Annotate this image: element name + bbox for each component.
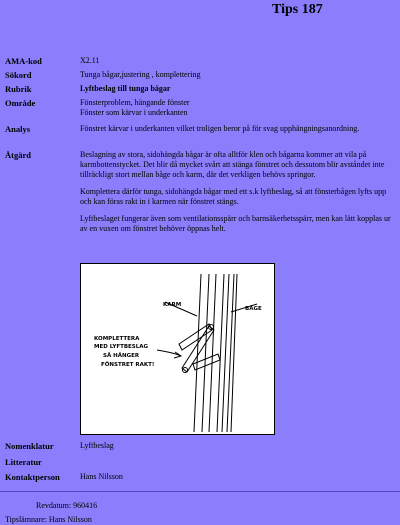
field-value: Tunga bågar,justering , komplettering <box>80 70 201 79</box>
note-line-1: KOMPLETTERA <box>94 336 140 342</box>
tip-author: Tipslämnare: Hans Nilsson <box>5 515 92 524</box>
footer-divider <box>0 491 400 492</box>
field-value: X2.11 <box>80 56 100 65</box>
field-label: AMA-kod <box>5 56 42 66</box>
atgard-paragraph-2: Komplettera därför tunga, sidohängda bågar med ett s.k lyftbeslag, så att fönsterbågen lyfts upp och kan föras rakt in i karmen när fönstret stängs. <box>80 187 387 206</box>
field-label: Nomenklatur <box>5 441 54 451</box>
omrade-line-1: Fönsterproblem, hängande fönster <box>80 98 190 107</box>
field-value: Lyftbeslag <box>80 441 114 450</box>
omrade-line-2: Fönster som kärvar i underkanten <box>80 108 188 117</box>
field-label: Litteratur <box>5 457 42 467</box>
note-line-3: SÅ HÄNGER <box>103 353 140 359</box>
atgard-paragraph-1: Beslagning av stora, sidohängda bågar är ofta alltför klen och bågarna kommer att vila på karmbottenstycket. Det blir då mycket svårt att stänga fönstret och dessutom blir avståndet inte tillräckligt stort mellan båge och karm, där det verkligen behövs springor. <box>80 150 385 179</box>
note-line-4: FÖNSTRET RAKT! <box>101 362 155 368</box>
atgard-paragraph-3: Lyftbeslaget fungerar även som ventilationsspärr och barnsäkerhetsspärr, men kan lätt kopplas ur av en vuxen om fönstret behöver öppnas helt. <box>80 214 391 233</box>
note-line-2: MED LYFTBESLAG <box>94 344 149 350</box>
illustration-drawing <box>81 264 274 434</box>
field-label: Analys <box>5 124 31 134</box>
label-karm: KARM <box>163 302 182 308</box>
revision-date: Revdatum: 960416 <box>36 501 98 510</box>
label-bage: BÅGE <box>245 306 262 312</box>
field-label: Kontaktperson <box>5 472 60 482</box>
page-title: Tips 187 <box>272 2 323 17</box>
field-value <box>80 98 395 118</box>
field-value <box>80 150 395 241</box>
field-label: Rubrik <box>5 84 32 94</box>
field-value: Fönstret kärvar i underkanten vilket troligen beror på för svag upphängningsanordning. <box>80 124 360 133</box>
illustration-lyftbeslag <box>80 263 275 435</box>
field-value: Hans Nilsson <box>80 472 123 481</box>
field-label: Område <box>5 98 36 108</box>
field-label: Åtgärd <box>5 150 31 160</box>
field-label: Sökord <box>5 70 32 80</box>
field-value: Lyftbeslag till tunga bågar <box>80 84 171 93</box>
